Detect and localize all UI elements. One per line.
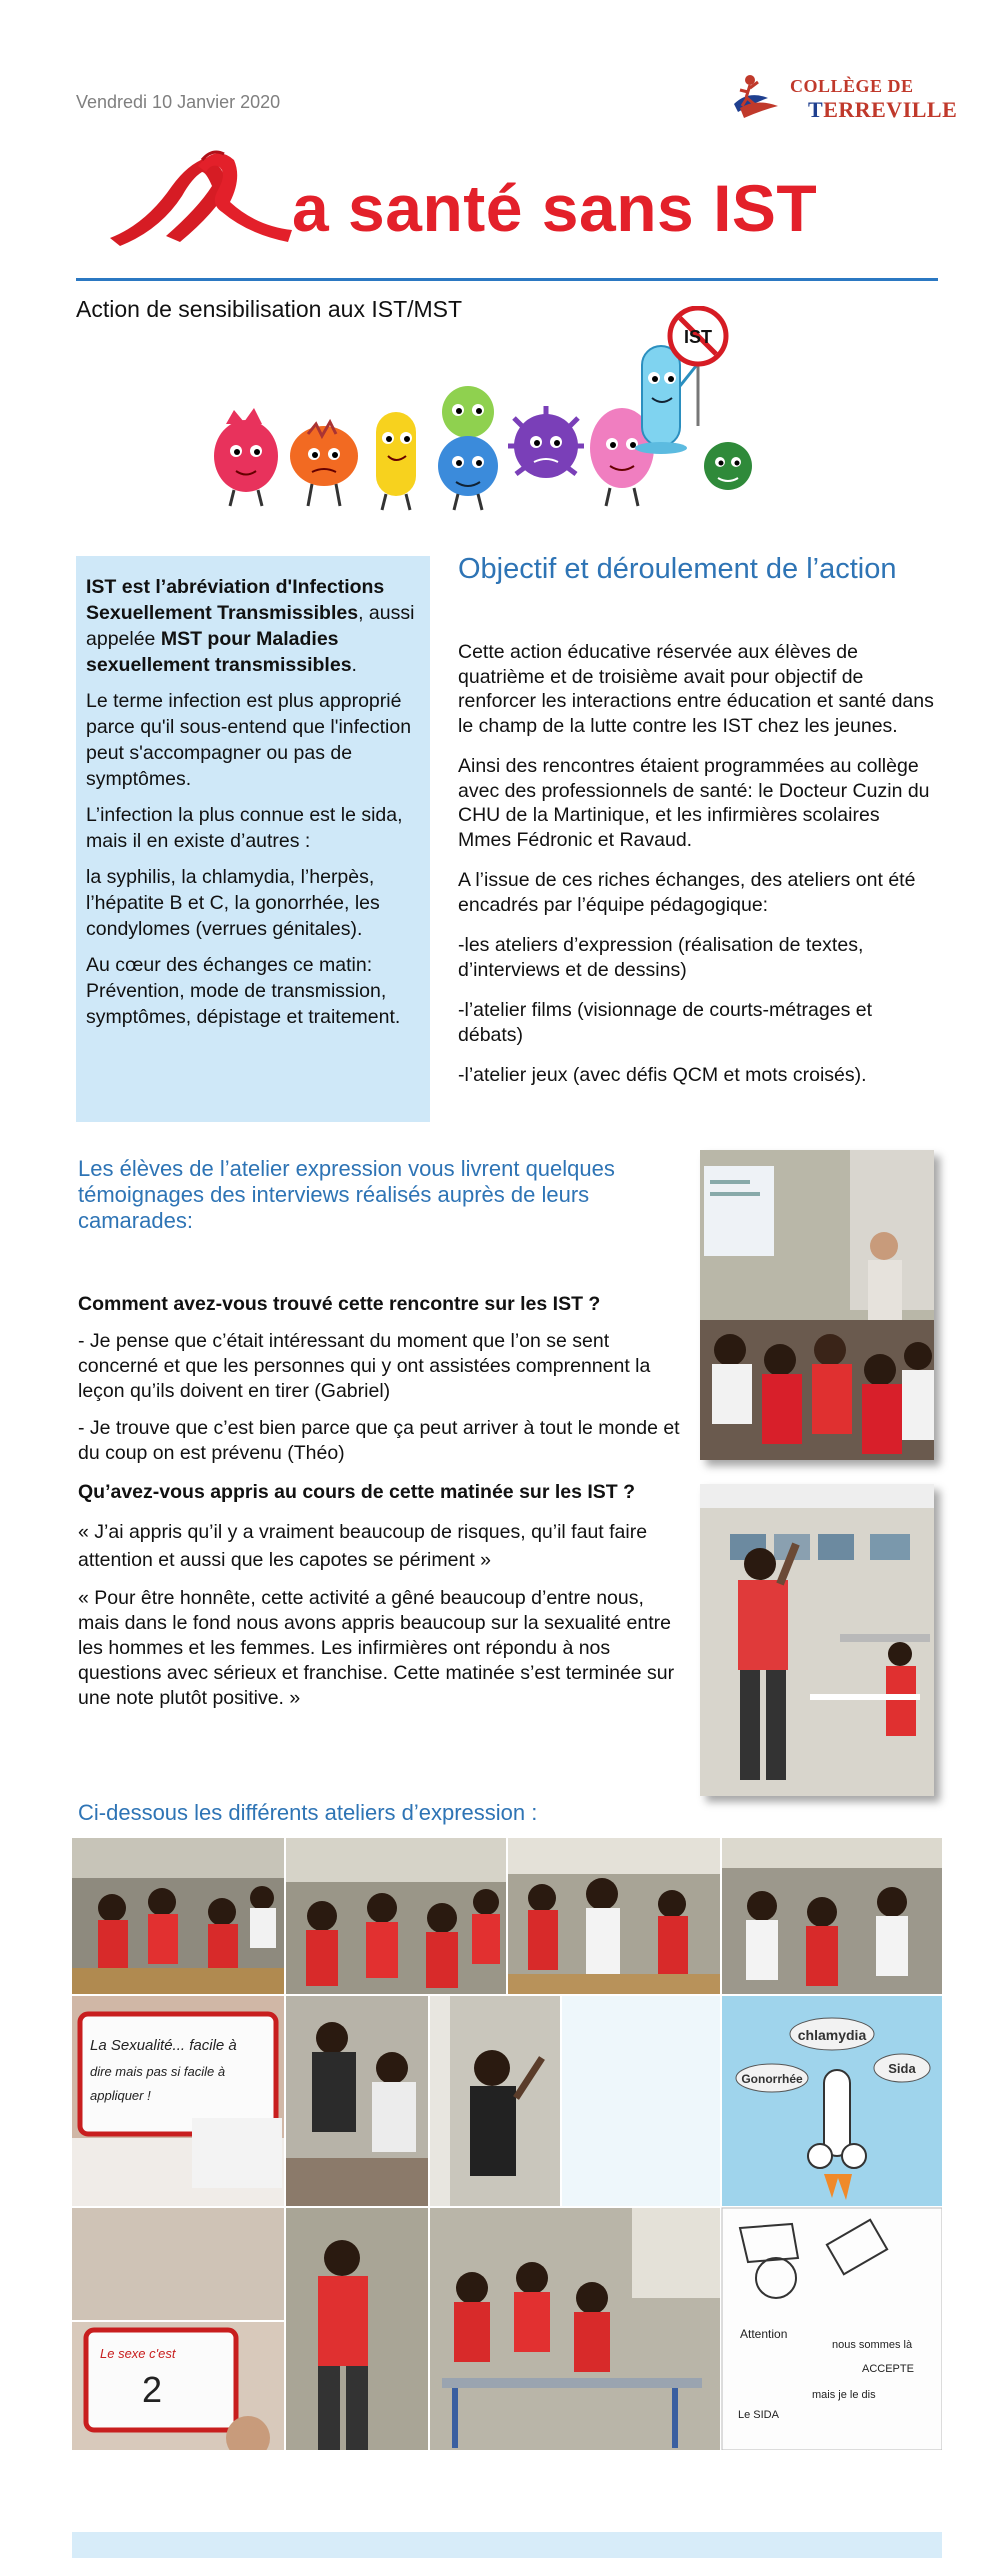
objectif-paragraph-3: A l’issue de ces riches échanges, des ateliers ont été encadrés par l’équipe pédagogique: bbox=[458, 869, 916, 916]
interview-answer-2: - Je trouve que c’est bien parce que ça peut arriver à tout le monde et du coup on est prévenu (Théo) bbox=[78, 1417, 680, 1464]
drawing-2-word-4: ACCEPTE bbox=[862, 2363, 914, 2375]
definition-bold-1: IST est l’abréviation d'Infections Sexuellement Transmissibles bbox=[86, 576, 385, 624]
condom-mascot-icon bbox=[635, 308, 726, 454]
interview-answer-4: « Pour être honnête, cette activité a gêné beaucoup d’entre nous, mais dans le fond nous avons appris beaucoup sur la sexualité entre les hommes et les femmes. Les infirmières ont répondu à nos questions avec sérieux et franchise. Cette matinée s’est terminée sur une note plutôt positive. » bbox=[78, 1587, 675, 1709]
collage-whiteboard-sexualite bbox=[72, 1996, 284, 2206]
board-1-line-1: La Sexualité... facile à bbox=[90, 2037, 237, 2054]
yellow-germ-icon bbox=[376, 412, 416, 510]
logo-line-1: COLLÈGE DE bbox=[790, 76, 914, 96]
page-title: a santé sans IST bbox=[292, 171, 818, 245]
collage-photo-group-table bbox=[430, 2208, 720, 2450]
classroom-photo-nurse bbox=[700, 1150, 934, 1460]
drawing-1-word-1: chlamydia bbox=[797, 2027, 867, 2043]
board-2-line-1: Le sexe c'est bbox=[100, 2346, 176, 2361]
collage-photo-student-board bbox=[430, 1996, 560, 2206]
blue-green-germ-icon bbox=[438, 386, 498, 510]
collage-photo-4 bbox=[722, 1838, 942, 1994]
college-logo bbox=[728, 68, 958, 128]
definition-paragraph-3: L’infection la plus connue est le sida, mais il en existe d’autres : bbox=[86, 804, 403, 852]
classroom-photo-student bbox=[700, 1484, 934, 1796]
objectif-body bbox=[458, 640, 938, 1104]
interview-section bbox=[78, 1292, 684, 1723]
collage-photo-students-red bbox=[286, 2208, 428, 2450]
definition-paragraph-2: Le terme infection est plus approprié parce qu'il sous-entend que l'infection peut s'accompagner ou pas de symptômes. bbox=[86, 690, 412, 790]
awareness-ribbon-icon bbox=[106, 138, 296, 248]
collage-photo-3 bbox=[508, 1838, 720, 1994]
interview-answer-1: - Je pense que c’était intéressant du moment que l’on se sent concerné et que les personnes qui y ont assistées comprennent la leçon qu’ils doivent en tirer (Gabriel) bbox=[78, 1330, 651, 1402]
footer-bar bbox=[72, 2532, 942, 2558]
objectif-paragraph-4: -les ateliers d’expression (réalisation de textes, d’interviews et de dessins) bbox=[458, 934, 864, 981]
interview-question-2: Qu’avez-vous appris au cours de cette matinée sur les IST ? bbox=[78, 1481, 636, 1503]
drawing-2-word-2: Le SIDA bbox=[738, 2409, 779, 2421]
purple-germ-icon bbox=[508, 406, 584, 478]
collage-photo-1 bbox=[72, 1838, 284, 1994]
drawing-1-word-2: Gonorrhée bbox=[741, 2072, 803, 2086]
page-subtitle: Action de sensibilisation aux IST/MST bbox=[76, 296, 463, 322]
drawing-2-word-5: mais je le dis bbox=[812, 2389, 876, 2401]
objectif-paragraph-6: -l’atelier jeux (avec défis QCM et mots croisés). bbox=[458, 1064, 867, 1086]
definition-paragraph-4: la syphilis, la chlamydia, l’herpès, l’hépatite B et C, la gonorrhée, les condylomes (verrues génitales). bbox=[86, 866, 380, 940]
ateliers-intro: Les élèves de l’atelier expression vous livrent quelques témoignages des interviews réalisés auprès de leurs camarades: bbox=[78, 1156, 615, 1233]
germs-illustration bbox=[196, 306, 756, 520]
logo-line-2-initial: T bbox=[808, 97, 824, 122]
objectif-paragraph-2: Ainsi des rencontres étaient programmées au collège avec des professionnels de santé: le Docteur Cuzin du CHU de la Martinique, et les infirmières scolaires Mmes Fédronic et Ravaud. bbox=[458, 755, 930, 851]
board-1-line-3: appliquer ! bbox=[90, 2088, 151, 2103]
drawing-2-word-1: Attention bbox=[740, 2327, 788, 2341]
red-germ-icon bbox=[214, 408, 278, 506]
title-divider bbox=[76, 278, 938, 281]
collage-drawing-chlamydia bbox=[562, 1996, 942, 2206]
definition-bold-2: MST pour Maladies sexuellement transmissibles bbox=[86, 628, 352, 676]
board-1-line-2: dire mais pas si facile à bbox=[90, 2064, 226, 2079]
logo-emblem-icon bbox=[728, 68, 788, 128]
photo-collage bbox=[72, 1838, 942, 2450]
interview-answer-3: « J’ai appris qu’il y a vraiment beaucoup de risques, qu’il faut faire attention et aussi que les capotes se périment » bbox=[78, 1521, 648, 1571]
collage-photo-2 bbox=[286, 1838, 506, 1994]
objectif-heading: Objectif et déroulement de l’action bbox=[458, 553, 897, 585]
ist-sign-text: IST bbox=[683, 327, 713, 347]
definition-paragraph-5: Au cœur des échanges ce matin: Prévention, mode de transmission, symptômes, dépistage et traitement. bbox=[86, 954, 401, 1028]
drawing-1-word-3: Sida bbox=[888, 2061, 916, 2076]
logo-line-2-rest: ERREVILLE bbox=[823, 97, 958, 122]
objectif-paragraph-5: -l’atelier films (visionnage de courts-métrages et débats) bbox=[458, 999, 872, 1046]
ist-definition-box bbox=[76, 556, 430, 1122]
collage-whiteboard-sexe bbox=[72, 2208, 284, 2320]
definition-text-1: , aussi appelée bbox=[86, 602, 415, 650]
green-germ-icon bbox=[704, 442, 752, 490]
collage-whiteboard-le-sexe bbox=[72, 2322, 284, 2450]
objectif-paragraph-1: Cette action éducative réservée aux élèves de quatrième et de troisième avait pour objectif de renforcer les interactions entre éducation et santé dans le champ de la lutte contre les IST chez les jeunes. bbox=[458, 641, 934, 737]
interview-question-1: Comment avez-vous trouvé cette rencontre sur les IST ? bbox=[78, 1293, 601, 1315]
definition-text-2: . bbox=[351, 654, 357, 676]
board-2-line-2: 2 bbox=[142, 2369, 163, 2410]
collage-drawing-attention bbox=[722, 2208, 942, 2450]
ateliers-caption: Ci-dessous les différents ateliers d’expression : bbox=[78, 1800, 538, 1825]
drawing-2-word-3: nous sommes là bbox=[832, 2339, 913, 2351]
orange-germ-icon bbox=[290, 422, 358, 506]
newsletter-date: Vendredi 10 Janvier 2020 bbox=[76, 92, 281, 112]
collage-photo-students-writing bbox=[286, 1996, 428, 2206]
